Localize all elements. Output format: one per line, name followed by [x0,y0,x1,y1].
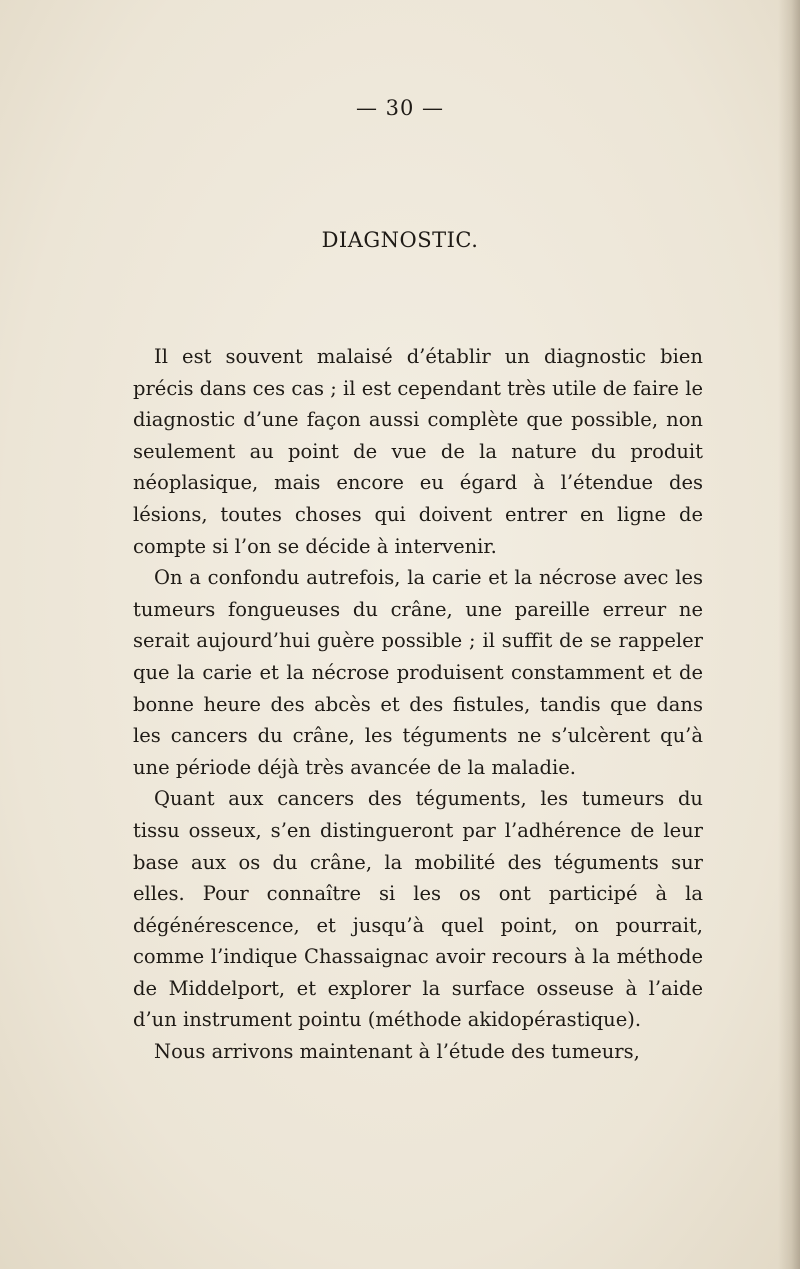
body-text [133,341,703,1068]
paragraph-2: On a confondu autrefois, la carie et la nécrose avec les tumeurs fongueuses du crâne, une pareille erreur ne serait aujourd’hui guère possible ; il suffit de se rappeler que la carie et la nécrose produisent constamment et de bonne heure des abcès et des fistules, tandis que dans les cancers du crâne, les téguments ne s’ulcèrent qu’à une période déjà très avancée de la maladie. [133,566,703,779]
paragraph-3: Quant aux cancers des téguments, les tumeurs du tissu osseux, s’en distingueront par l’adhérence de leur base aux os du crâne, la mobilité des téguments sur elles. Pour connaître si les os ont participé à la dégénérescence, et jusqu’à quel point, on pourrait, comme l’indique Chassaignac avoir recours à la méthode de Middelport, et explorer la surface osseuse à l’aide d’un instrument pointu (méthode akidopérastique). [133,787,703,1032]
paragraph-4: Nous arrivons maintenant à l’étude des tumeurs, [154,1040,640,1064]
page-title: DIAGNOSTIC. [321,228,479,252]
page-edge-shadow [778,0,800,1269]
page-number: — 30 — [355,96,445,120]
paragraph-1: Il est souvent malaisé d’établir un diagnostic bien précis dans ces cas ; il est cependant très utile de faire le diagnostic d’une façon aussi complète que possible, non seulement au point de vue de la nature du produit néoplasique, mais encore eu égard à l’étendue des lésions, toutes choses qui doivent entrer en ligne de compte si l’on se décide à intervenir. [133,345,703,558]
